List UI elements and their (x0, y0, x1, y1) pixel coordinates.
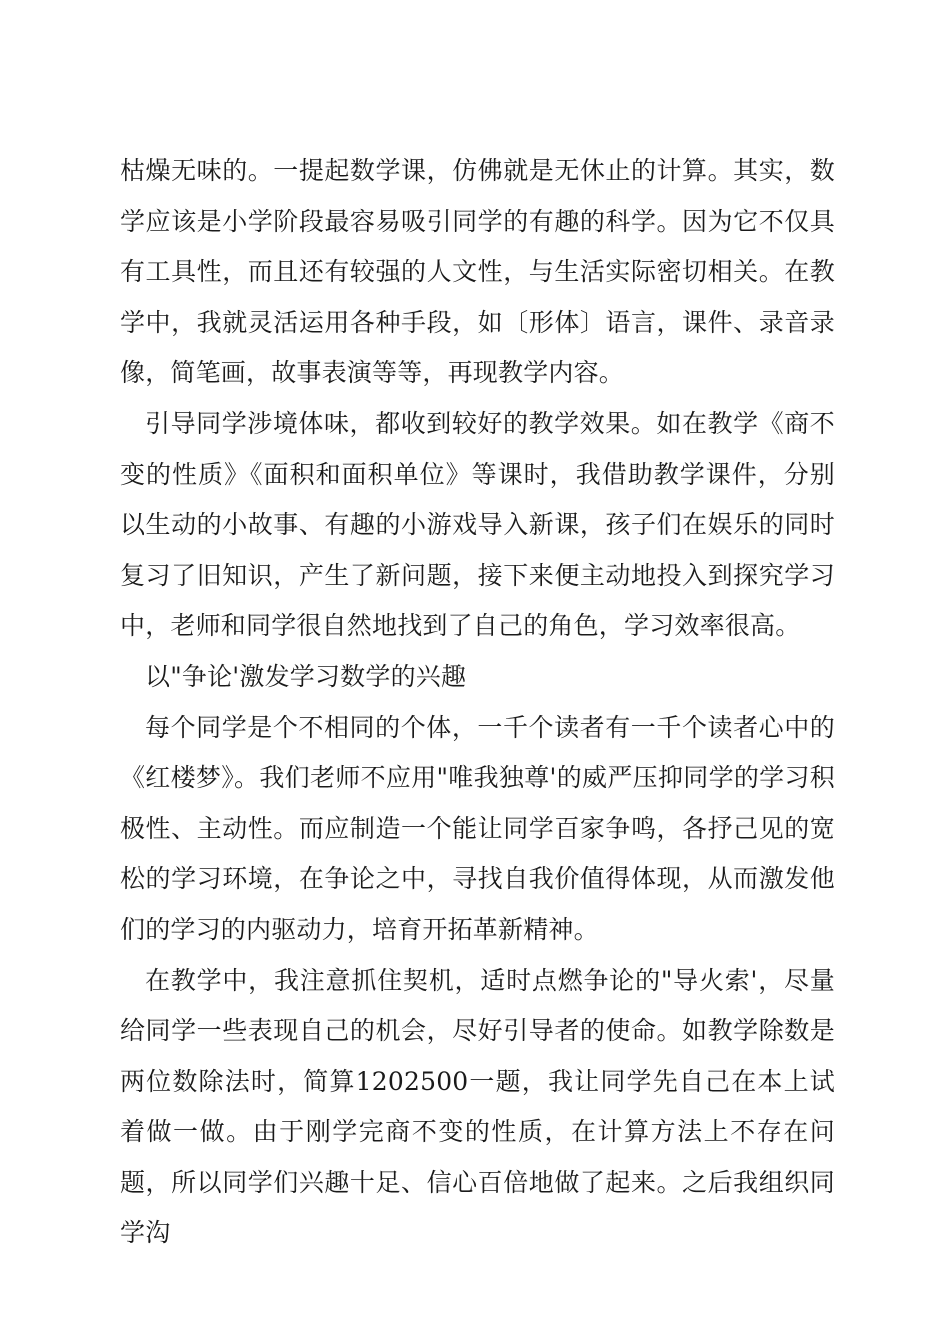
document-body (120, 146, 835, 1259)
paragraph-individuality: 每个同学是个不相同的个体，一千个读者有一千个读者心中的《红楼梦》。我们老师不应用"唯我独尊'的威严压抑同学的学习积极性、主动性。而应制造一个能让同学百家争鸣，各抒己见的宽松的学习环境，在争论之中，寻找自我价值得体现，从而激发他们的学习的内驱动力，培育开拓革新精神。 (120, 712, 835, 944)
section-heading: 以"争论'激发学习数学的兴趣 (145, 661, 467, 691)
paragraph-continuation: 枯燥无味的。一提起数学课，仿佛就是无休止的计算。其实，数学应该是小学阶段最容易吸引同学的有趣的科学。因为它不仅具有工具性，而且还有较强的人文性，与生活实际密切相关。在教学中，我就灵活运用各种手段，如〔形体〕语言，课件、录音录像，简笔画，故事表演等等，再现教学内容。 (120, 156, 835, 388)
paragraph-guidance: 引导同学涉境体味，都收到较好的教学效果。如在教学《商不变的性质》《面积和面积单位》等课时，我借助教学课件，分别以生动的小故事、有趣的小游戏导入新课，孩子们在娱乐的同时复习了旧知识，产生了新问题，接下来便主动地投入到探究学习中，老师和同学很自然地找到了自己的角色，学习效率很高。 (120, 408, 835, 641)
paragraph-teaching-example: 在教学中，我注意抓住契机，适时点燃争论的"导火索'，尽量给同学一些表现自己的机会，尽好引导者的使命。如教学除数是两位数除法时，简算1202500一题，我让同学先自己在本上试着做一做。由于刚学完商不变的性质，在计算方法上不存在问题，所以同学们兴趣十足、信心百倍地做了起来。之后我组织同学沟 (120, 965, 835, 1248)
